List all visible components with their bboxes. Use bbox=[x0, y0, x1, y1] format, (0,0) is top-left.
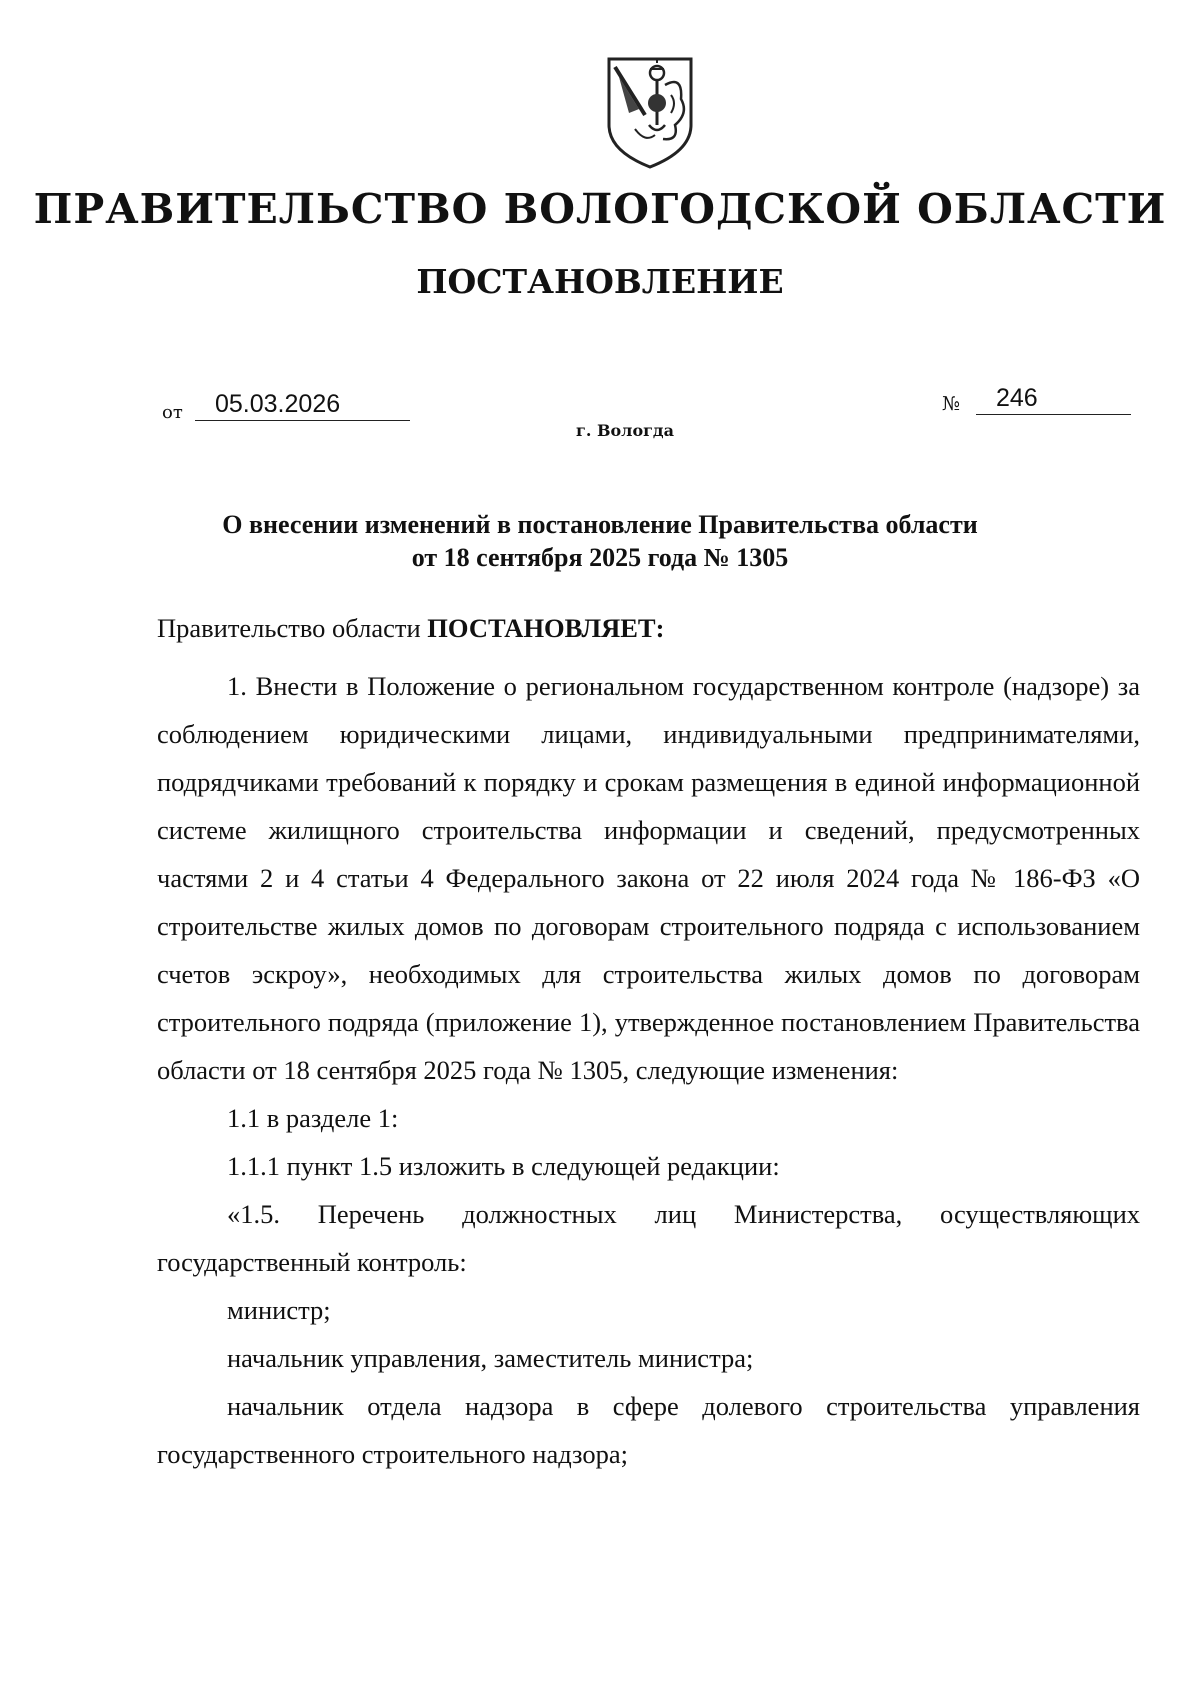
date-value: 05.03.2026 bbox=[215, 390, 341, 418]
quote-item-1-5: «1.5. Перечень должностных лиц Министерства, осуществляющих государственный контроль: bbox=[157, 1199, 1140, 1277]
number-value: 246 bbox=[996, 384, 1038, 412]
government-title: ПРАВИТЕЛЬСТВО ВОЛОГОДСКОЙ ОБЛАСТИ bbox=[33, 185, 1167, 233]
list-item-department-head: начальник отдела надзора в сфере долевого строительства управления государственного строительного надзора; bbox=[157, 1391, 1140, 1469]
city-name: г. Вологда bbox=[576, 421, 674, 440]
list-item-deputy: начальник управления, заместитель министра; bbox=[227, 1343, 754, 1373]
document-type: ПОСТАНОВЛЕНИЕ bbox=[416, 262, 784, 301]
paragraph-1: 1. Внести в Положение о региональном государственном контроле (надзоре) за соблюдением юридическими лицами, индивидуальными предпринимателями, подрядчиками требований к порядку и срокам размещения в единой информационной системе жилищного строительства информации и сведений, предусмотренных частями 2 и 4 статьи 4 Федерального закона от 22 июля 2024 года № 186-ФЗ «О строительстве жилых домов по договорам строительного подряда с использованием счетов эскроу», необходимых для строительства жилых домов по договорам строительного подряда (приложение 1), утвержденное постановлением Правительства области от 18 сентября 2025 года № 1305, следующие изменения: bbox=[157, 671, 1140, 1085]
decree-word: ПОСТАНОВЛЯЕТ: bbox=[427, 613, 665, 643]
subject-line-2: от 18 сентября 2025 года № 1305 bbox=[411, 543, 789, 572]
date-label: от bbox=[162, 402, 183, 423]
document-body bbox=[157, 610, 1140, 1478]
number-label: № bbox=[942, 393, 960, 415]
document-subject bbox=[0, 508, 1200, 574]
list-item-minister: министр; bbox=[227, 1295, 331, 1325]
number-field bbox=[976, 386, 1131, 415]
coat-of-arms-icon bbox=[605, 55, 695, 171]
decree-prefix: Правительство области bbox=[157, 613, 428, 643]
item-1-1-1: 1.1.1 пункт 1.5 изложить в следующей редакции: bbox=[227, 1151, 780, 1181]
subject-line-1: О внесении изменений в постановление Правительства области bbox=[222, 510, 978, 539]
date-field bbox=[195, 392, 410, 421]
decree-statement bbox=[157, 610, 1140, 646]
item-1-1: 1.1 в разделе 1: bbox=[227, 1103, 399, 1133]
